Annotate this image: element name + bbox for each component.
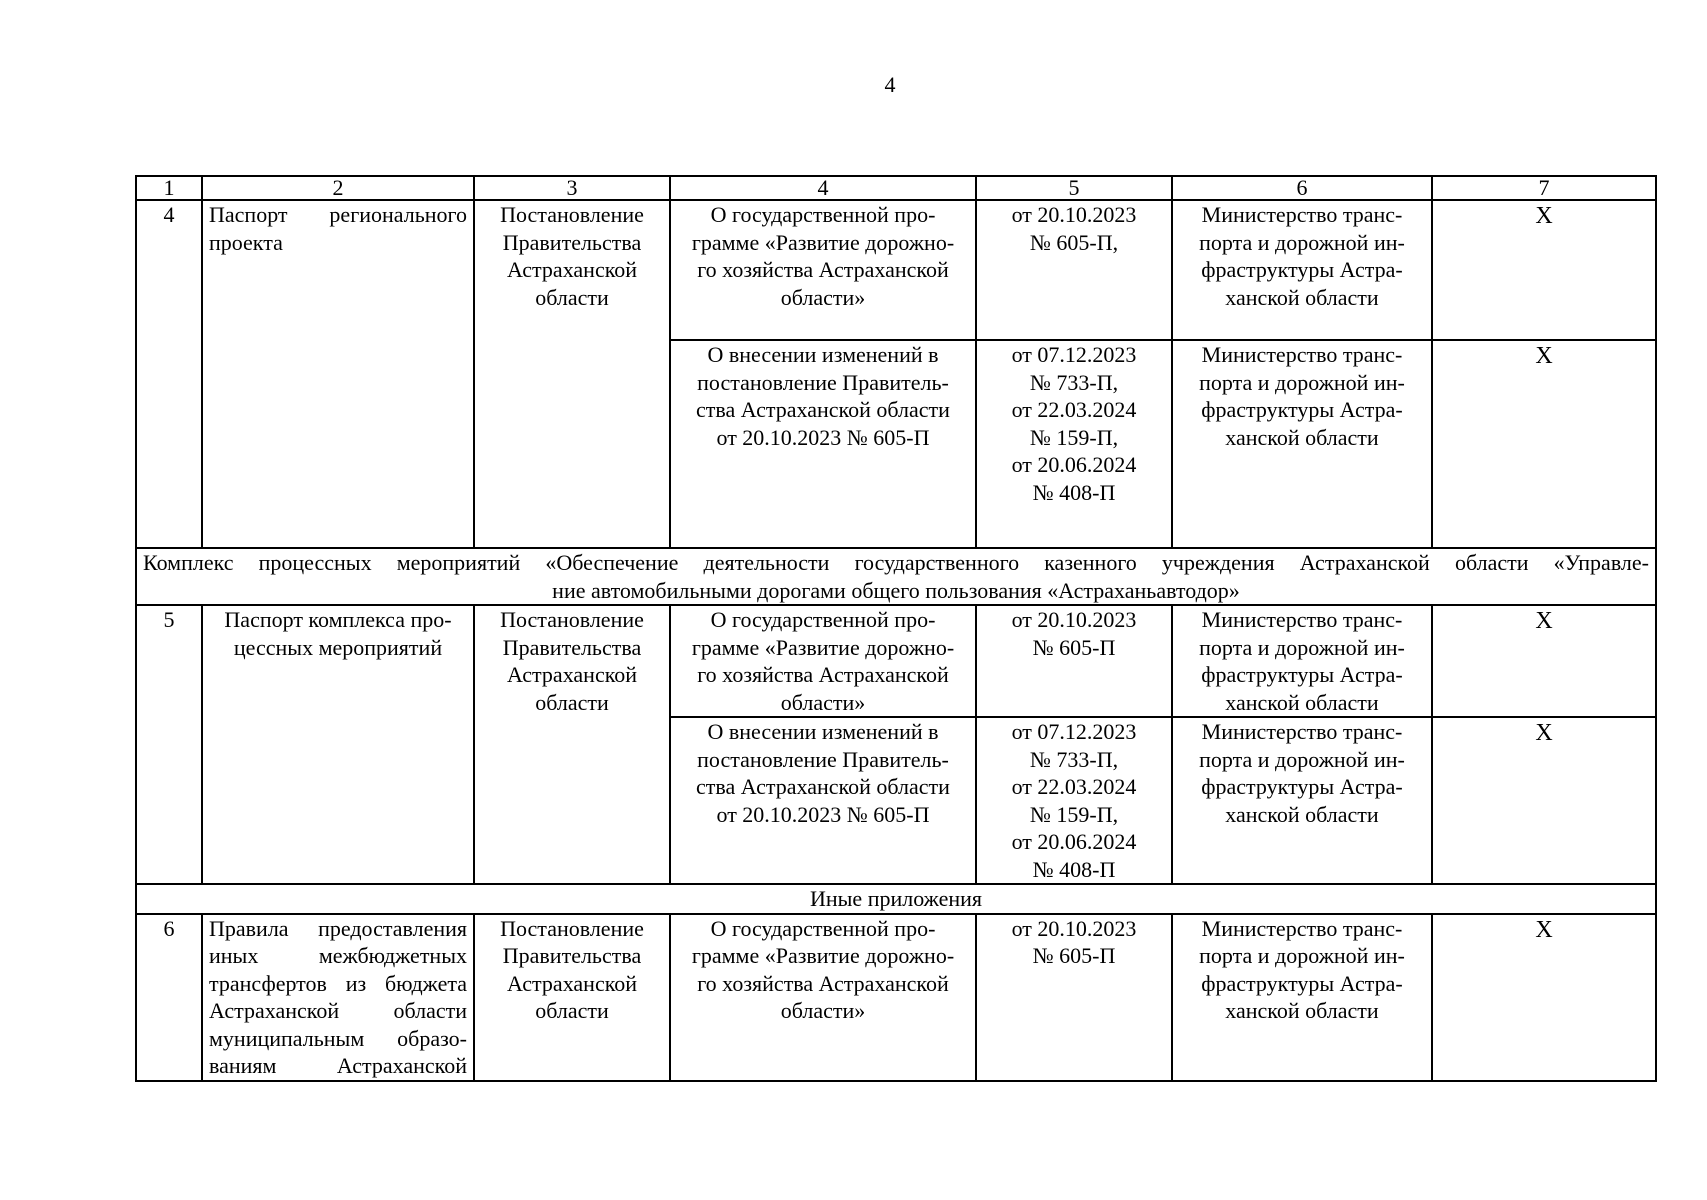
header-cell-7: 7 (1432, 176, 1656, 200)
mark-cell (1432, 914, 1656, 1081)
act-date: от 20.10.2023 № 605-П, (976, 200, 1172, 340)
act-type: Постановление Правительства Астраханской области (474, 605, 670, 884)
x-mark: X (1535, 343, 1553, 369)
header-cell-2: 2 (202, 176, 474, 200)
act-date: от 07.12.2023 № 733-П, от 22.03.2024 № 159-П, от 20.06.2024 № 408-П (976, 340, 1172, 548)
documents-table (135, 175, 1657, 1082)
section-heading: Комплекс процессных мероприятий «Обеспечение деятельности государственного казенного учреждения Астраханской области «Управле- ние автомобильными дорогами общего пользования «Астраханьавтодор» (136, 548, 1656, 605)
row-number: 4 (136, 200, 202, 548)
mark-cell (1432, 605, 1656, 717)
mark-cell (1432, 200, 1656, 340)
header-cell-1: 1 (136, 176, 202, 200)
table-header-row (136, 176, 1656, 200)
x-mark: X (1535, 608, 1553, 634)
mark-cell (1432, 717, 1656, 884)
table-row (136, 914, 1656, 1081)
header-cell-3: 3 (474, 176, 670, 200)
page-number: 4 (884, 72, 896, 97)
document-name: Паспорт регионального проекта (202, 200, 474, 548)
row-number: 5 (136, 605, 202, 884)
section-heading: Иные приложения (136, 884, 1656, 914)
act-title: О внесении изменений в постановление Правитель- ства Астраханской области от 20.10.2023 № 605-П (670, 717, 976, 884)
x-mark: X (1535, 720, 1553, 746)
act-date: от 20.10.2023 № 605-П (976, 605, 1172, 717)
act-date: от 20.10.2023 № 605-П (976, 914, 1172, 1081)
act-title: О государственной про- грамме «Развитие дорожно- го хозяйства Астраханской области» (670, 914, 976, 1081)
act-title: О внесении изменений в постановление Правитель- ства Астраханской области от 20.10.2023 № 605-П (670, 340, 976, 548)
document-name: Правила предоставления иных межбюджетных трансфертов из бюджета Астраханской области муниципальным образо- ваниям Астраханской (202, 914, 474, 1081)
responsible-org: Министерство транс- порта и дорожной ин- фраструктуры Астра- ханской области (1172, 340, 1432, 548)
act-type: Постановление Правительства Астраханской области (474, 200, 670, 548)
act-type: Постановление Правительства Астраханской области (474, 914, 670, 1081)
responsible-org: Министерство транс- порта и дорожной ин- фраструктуры Астра- ханской области (1172, 717, 1432, 884)
responsible-org: Министерство транс- порта и дорожной ин- фраструктуры Астра- ханской области (1172, 914, 1432, 1081)
section-row (136, 548, 1656, 605)
header-cell-6: 6 (1172, 176, 1432, 200)
section-row (136, 884, 1656, 914)
table-row (136, 200, 1656, 340)
mark-cell (1432, 340, 1656, 548)
x-mark: X (1535, 203, 1553, 229)
table-row (136, 605, 1656, 717)
row-number: 6 (136, 914, 202, 1081)
x-mark: X (1535, 916, 1553, 943)
document-name: Паспорт комплекса про- цессных мероприятий (202, 605, 474, 884)
act-title: О государственной про- грамме «Развитие дорожно- го хозяйства Астраханской области» (670, 200, 976, 340)
responsible-org: Министерство транс- порта и дорожной ин- фраструктуры Астра- ханской области (1172, 200, 1432, 340)
header-cell-5: 5 (976, 176, 1172, 200)
act-date: от 07.12.2023 № 733-П, от 22.03.2024 № 159-П, от 20.06.2024 № 408-П (976, 717, 1172, 884)
header-cell-4: 4 (670, 176, 976, 200)
responsible-org: Министерство транс- порта и дорожной ин- фраструктуры Астра- ханской области (1172, 605, 1432, 717)
act-title: О государственной про- грамме «Развитие дорожно- го хозяйства Астраханской области» (670, 605, 976, 717)
